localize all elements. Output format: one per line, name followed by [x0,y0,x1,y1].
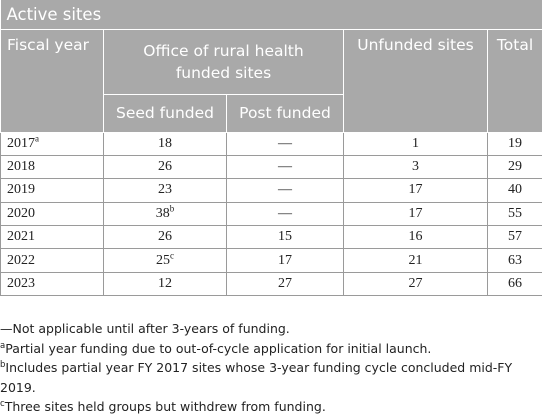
cell-total: 40 [488,179,542,202]
table-row [1,226,542,249]
cell-post-funded: — [227,155,344,178]
cell-fiscal-year: 2023 [1,272,104,295]
cell-fiscal-year: 2022 [1,249,104,272]
header-total: Total [488,29,542,132]
table-title: Active sites [1,0,542,29]
header-seed-funded: Seed funded [104,94,227,132]
cell-unfunded-sites: 16 [344,226,488,249]
cell-seed-funded: 38$^b$ [104,202,227,225]
header-post-funded: Post funded [227,94,344,132]
cell-unfunded-sites: 3 [344,155,488,178]
cell-post-funded: — [227,132,344,155]
table-row [1,249,542,272]
footnote-mark: b [0,359,6,370]
table-row [1,132,542,155]
footnote-mark: c [0,398,5,409]
cell-seed-funded: 18 [104,132,227,155]
cell-seed-funded: 26 [104,155,227,178]
footnote-a: $^a$Partial year funding due to out-of-cycle application for initial launch. [0,340,432,356]
footnote-c: $^c$Three sites held groups but withdrew from funding. [0,398,326,414]
header-unfunded-sites: Unfunded sites [344,29,488,132]
cell-fiscal-year: 2019 [1,179,104,202]
cell-unfunded-sites: 17 [344,202,488,225]
cell-unfunded-sites: 17 [344,179,488,202]
cell-seed-funded: 12 [104,272,227,295]
cell-post-funded: 27 [227,272,344,295]
cell-total: 63 [488,249,542,272]
header-fiscal-year: Fiscal year [1,29,104,132]
header-orh-line1: Office of rural health [143,41,304,60]
table-row [1,272,542,295]
cell-total: 19 [488,132,542,155]
cell-total: 57 [488,226,542,249]
header-orh-funded-sites [104,29,344,94]
table-footnotes [0,319,542,417]
cell-fiscal-year: 2020 [1,202,104,225]
cell-fiscal-year: 2018 [1,155,104,178]
footnote-b: $^b$Includes partial year FY 2017 sites whose 3-year funding cycle concluded mid-FY 2019. [0,359,513,395]
cell-post-funded: — [227,202,344,225]
cell-seed-funded: 26 [104,226,227,249]
footnote-mark: b [169,203,175,214]
cell-unfunded-sites: 21 [344,249,488,272]
cell-total: 66 [488,272,542,295]
cell-post-funded: 15 [227,226,344,249]
cell-unfunded-sites: 1 [344,132,488,155]
cell-total: 55 [488,202,542,225]
table-row [1,155,542,178]
footnote-mark: c [170,249,174,260]
header-orh-line2: funded sites [175,63,272,82]
cell-post-funded: 17 [227,249,344,272]
cell-post-funded: — [227,179,344,202]
footnote-dash: —Not applicable until after 3-years of funding. [0,321,290,336]
table-row [1,179,542,202]
cell-unfunded-sites: 27 [344,272,488,295]
footnote-mark: a [0,340,6,351]
cell-total: 29 [488,155,542,178]
cell-seed-funded: 25$^c$ [104,249,227,272]
cell-fiscal-year: 2017$^a$ [1,132,104,155]
cell-seed-funded: 23 [104,179,227,202]
footnote-mark: a [35,133,39,144]
cell-fiscal-year: 2021 [1,226,104,249]
table-row [1,202,542,225]
